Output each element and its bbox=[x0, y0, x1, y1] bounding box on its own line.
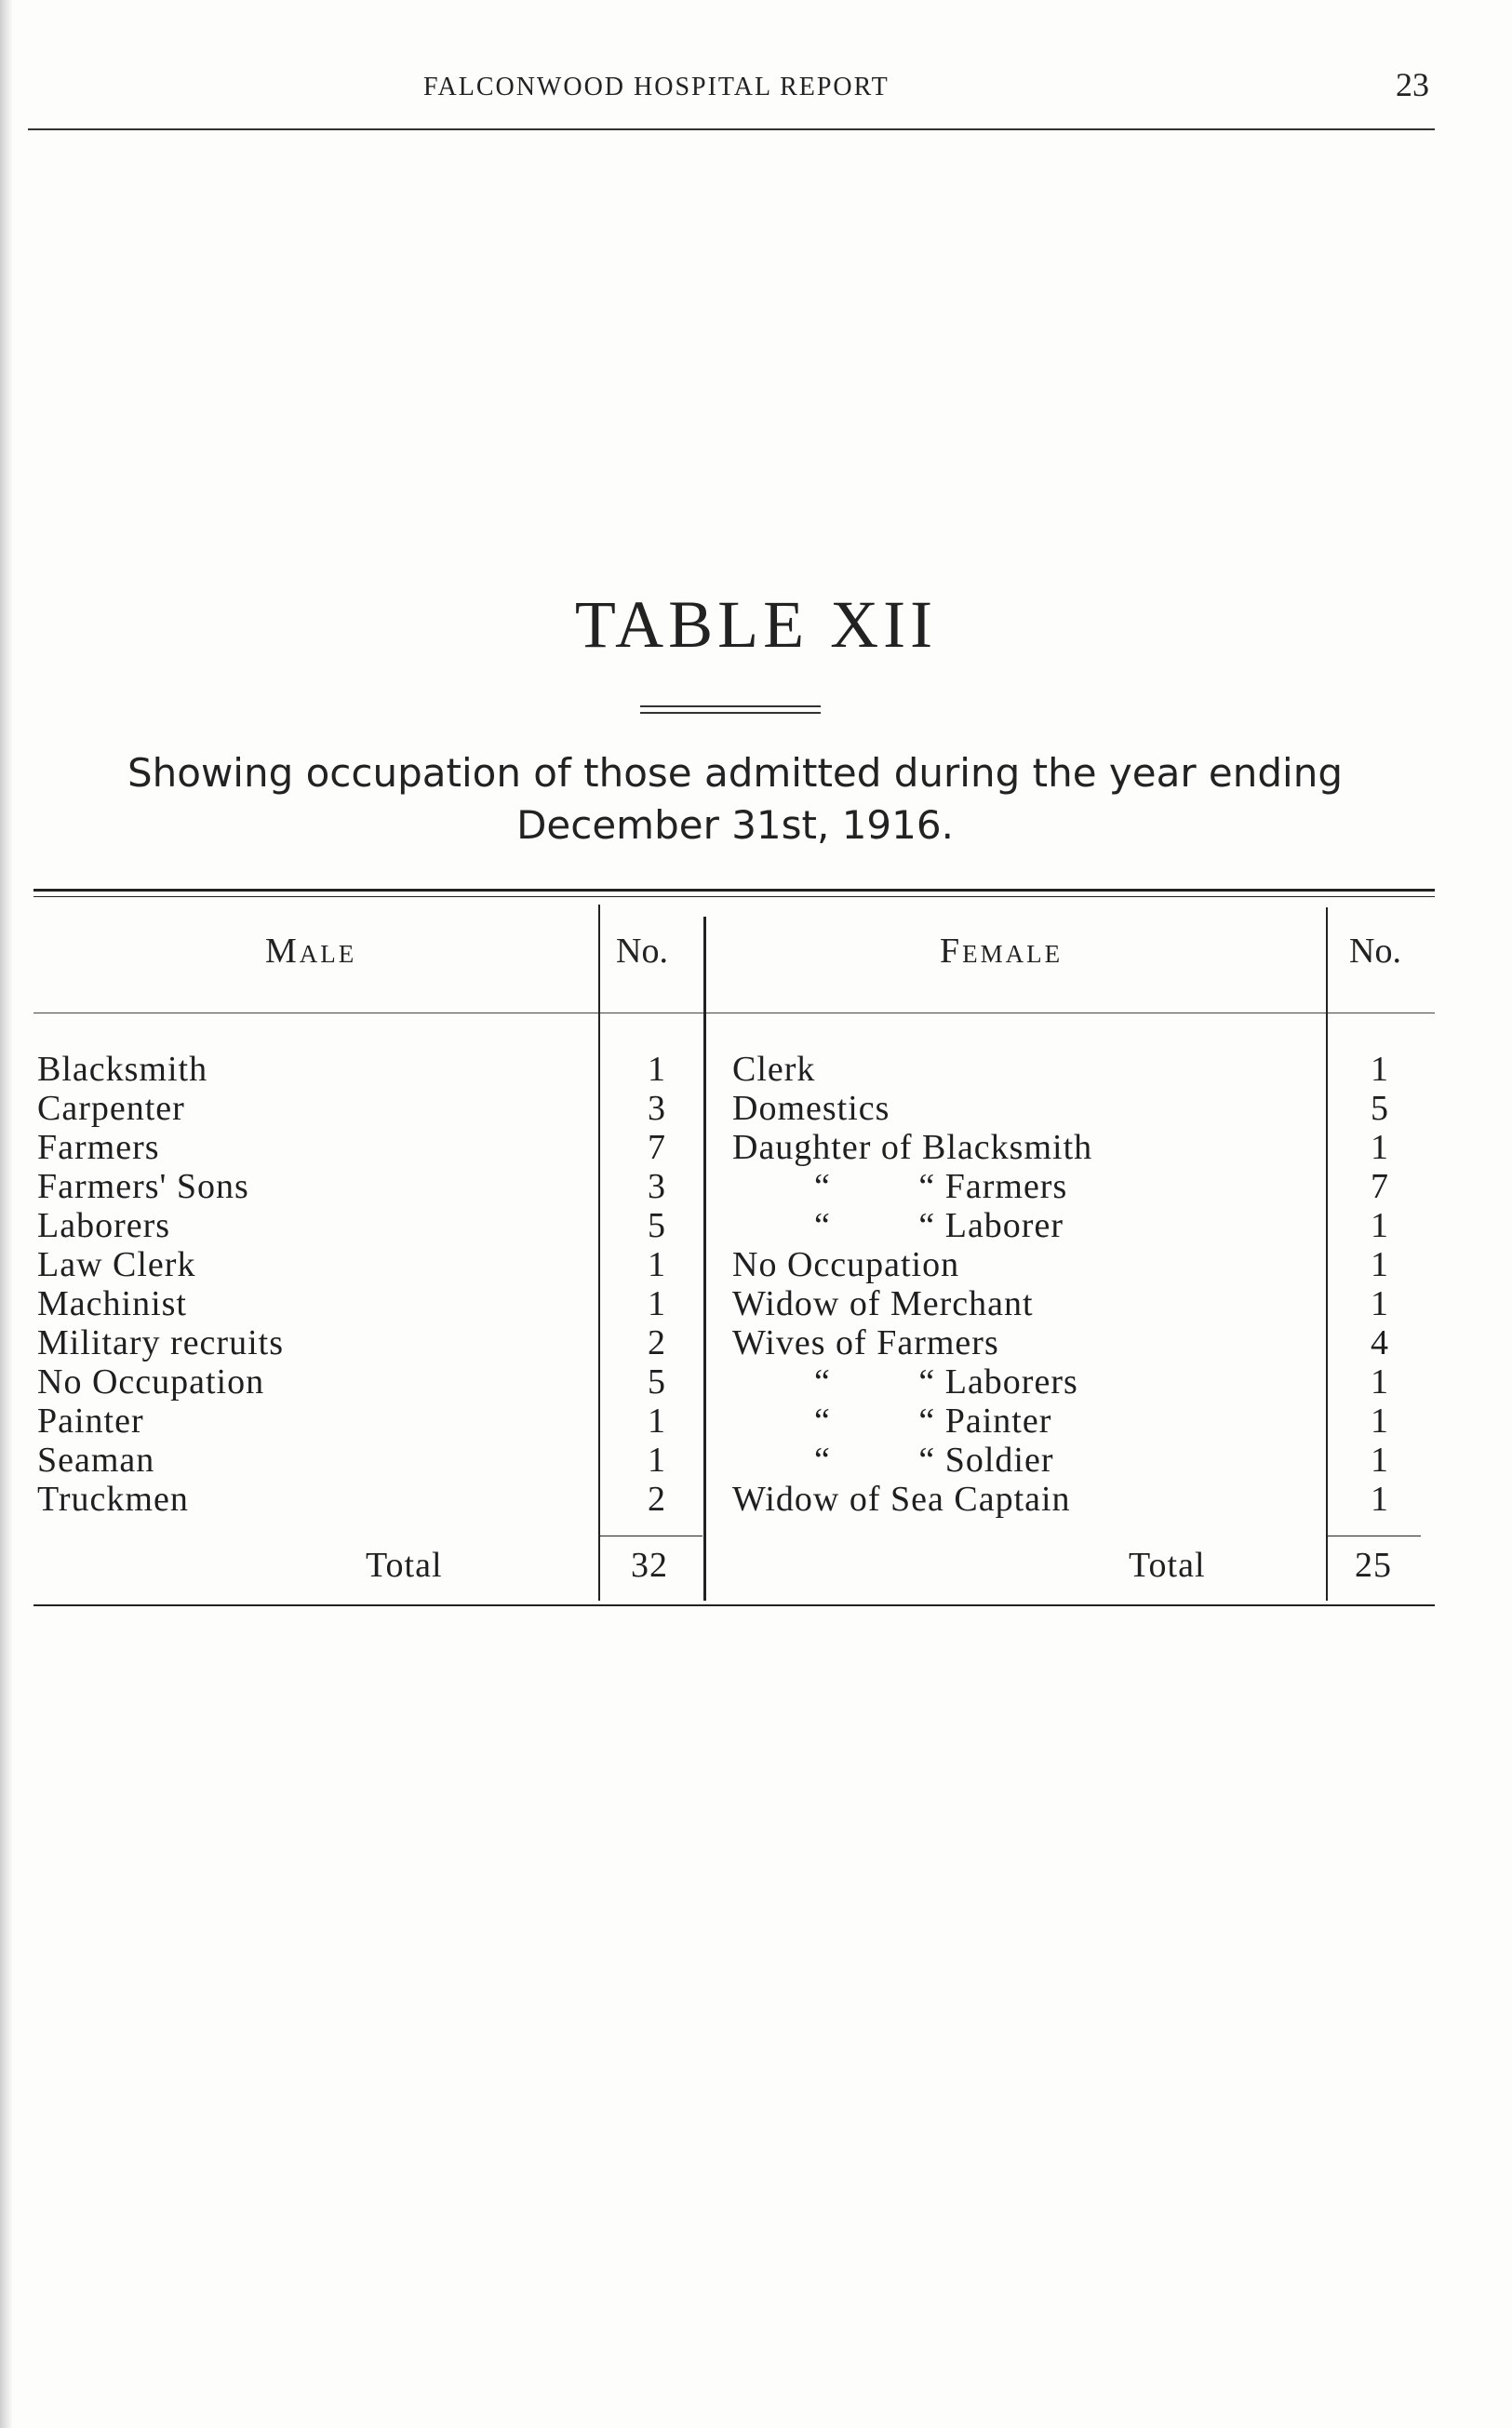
subtitle-line-2: December 31st, 1916. bbox=[516, 802, 954, 848]
male-count: 7 bbox=[648, 1128, 666, 1167]
male-count: 5 bbox=[648, 1206, 666, 1245]
female-occupation: Domestics bbox=[732, 1089, 890, 1128]
male-occupation: Law Clerk bbox=[37, 1245, 196, 1284]
male-total-label: Total bbox=[366, 1546, 443, 1585]
male-occupation: Truckmen bbox=[37, 1480, 189, 1519]
column-header-male-no: No. bbox=[616, 932, 668, 971]
male-occupation: Military recruits bbox=[37, 1323, 284, 1362]
male-occupation: No Occupation bbox=[37, 1362, 265, 1402]
female-occupation: No Occupation bbox=[732, 1245, 960, 1284]
female-occupation: “ “ Farmers bbox=[814, 1167, 1068, 1206]
male-count: 1 bbox=[648, 1441, 666, 1480]
male-count: 1 bbox=[648, 1402, 666, 1441]
female-count: 1 bbox=[1371, 1128, 1389, 1167]
female-occupation: Wives of Farmers bbox=[732, 1323, 999, 1362]
table-top-rule-thick bbox=[33, 889, 1435, 892]
female-count: 4 bbox=[1371, 1323, 1389, 1362]
female-count: 1 bbox=[1371, 1206, 1389, 1245]
female-count: 1 bbox=[1371, 1362, 1389, 1402]
female-count: 1 bbox=[1371, 1480, 1389, 1519]
female-occupation: Daughter of Blacksmith bbox=[732, 1128, 1093, 1167]
female-occupation: “ “ Laborers bbox=[814, 1362, 1078, 1402]
female-occupation: “ “ Painter bbox=[814, 1402, 1052, 1441]
male-occupation: Carpenter bbox=[37, 1089, 185, 1128]
female-count: 1 bbox=[1371, 1402, 1389, 1441]
female-occupation: Widow of Merchant bbox=[732, 1284, 1034, 1323]
table-bottom-rule bbox=[33, 1604, 1435, 1606]
male-occupation: Laborers bbox=[37, 1206, 171, 1245]
female-count: 1 bbox=[1371, 1441, 1389, 1480]
female-count: 5 bbox=[1371, 1089, 1389, 1128]
table-subtitle bbox=[65, 747, 1405, 852]
female-count: 1 bbox=[1371, 1245, 1389, 1284]
male-count: 1 bbox=[648, 1050, 666, 1089]
table-top-rule-thin bbox=[33, 896, 1435, 897]
male-count: 3 bbox=[648, 1089, 666, 1128]
female-occupation: “ “ Laborer bbox=[814, 1206, 1064, 1245]
title-rule-lower bbox=[640, 712, 821, 714]
page-edge-shadow bbox=[0, 0, 13, 2428]
title-rule-upper bbox=[640, 705, 821, 707]
male-count: 3 bbox=[648, 1167, 666, 1206]
male-occupation: Blacksmith bbox=[37, 1050, 208, 1089]
divider-columns bbox=[703, 917, 706, 1601]
subtitle-line-1: Showing occupation of those admitted during the year ending bbox=[127, 750, 1344, 796]
column-header-male: Male bbox=[265, 932, 357, 971]
female-occupation: Widow of Sea Captain bbox=[732, 1480, 1071, 1519]
female-occupation: Clerk bbox=[732, 1050, 816, 1089]
female-count: 1 bbox=[1371, 1284, 1389, 1323]
table-title: TABLE XII bbox=[574, 587, 938, 662]
male-count: 1 bbox=[648, 1284, 666, 1323]
female-count: 1 bbox=[1371, 1050, 1389, 1089]
divider-male-no bbox=[598, 905, 600, 1601]
male-occupation: Seaman bbox=[37, 1441, 155, 1480]
running-head: FALCONWOOD HOSPITAL REPORT bbox=[423, 73, 890, 101]
male-total-value: 32 bbox=[631, 1546, 668, 1585]
divider-female-no bbox=[1326, 907, 1328, 1601]
male-count: 2 bbox=[648, 1480, 666, 1519]
male-occupation: Machinist bbox=[37, 1284, 187, 1323]
male-count: 1 bbox=[648, 1245, 666, 1284]
female-total-label: Total bbox=[1129, 1546, 1206, 1585]
header-rule bbox=[28, 128, 1435, 130]
male-occupation: Farmers' Sons bbox=[37, 1167, 249, 1206]
male-occupation: Farmers bbox=[37, 1128, 160, 1167]
female-count: 7 bbox=[1371, 1167, 1389, 1206]
female-occupation: “ “ Soldier bbox=[814, 1441, 1054, 1480]
male-count: 5 bbox=[648, 1362, 666, 1402]
female-total-value: 25 bbox=[1355, 1546, 1392, 1585]
page-number: 23 bbox=[1396, 66, 1429, 103]
male-occupation: Painter bbox=[37, 1402, 144, 1441]
column-header-female: Female bbox=[940, 932, 1064, 971]
column-header-female-no: No. bbox=[1349, 932, 1401, 971]
male-count: 2 bbox=[648, 1323, 666, 1362]
